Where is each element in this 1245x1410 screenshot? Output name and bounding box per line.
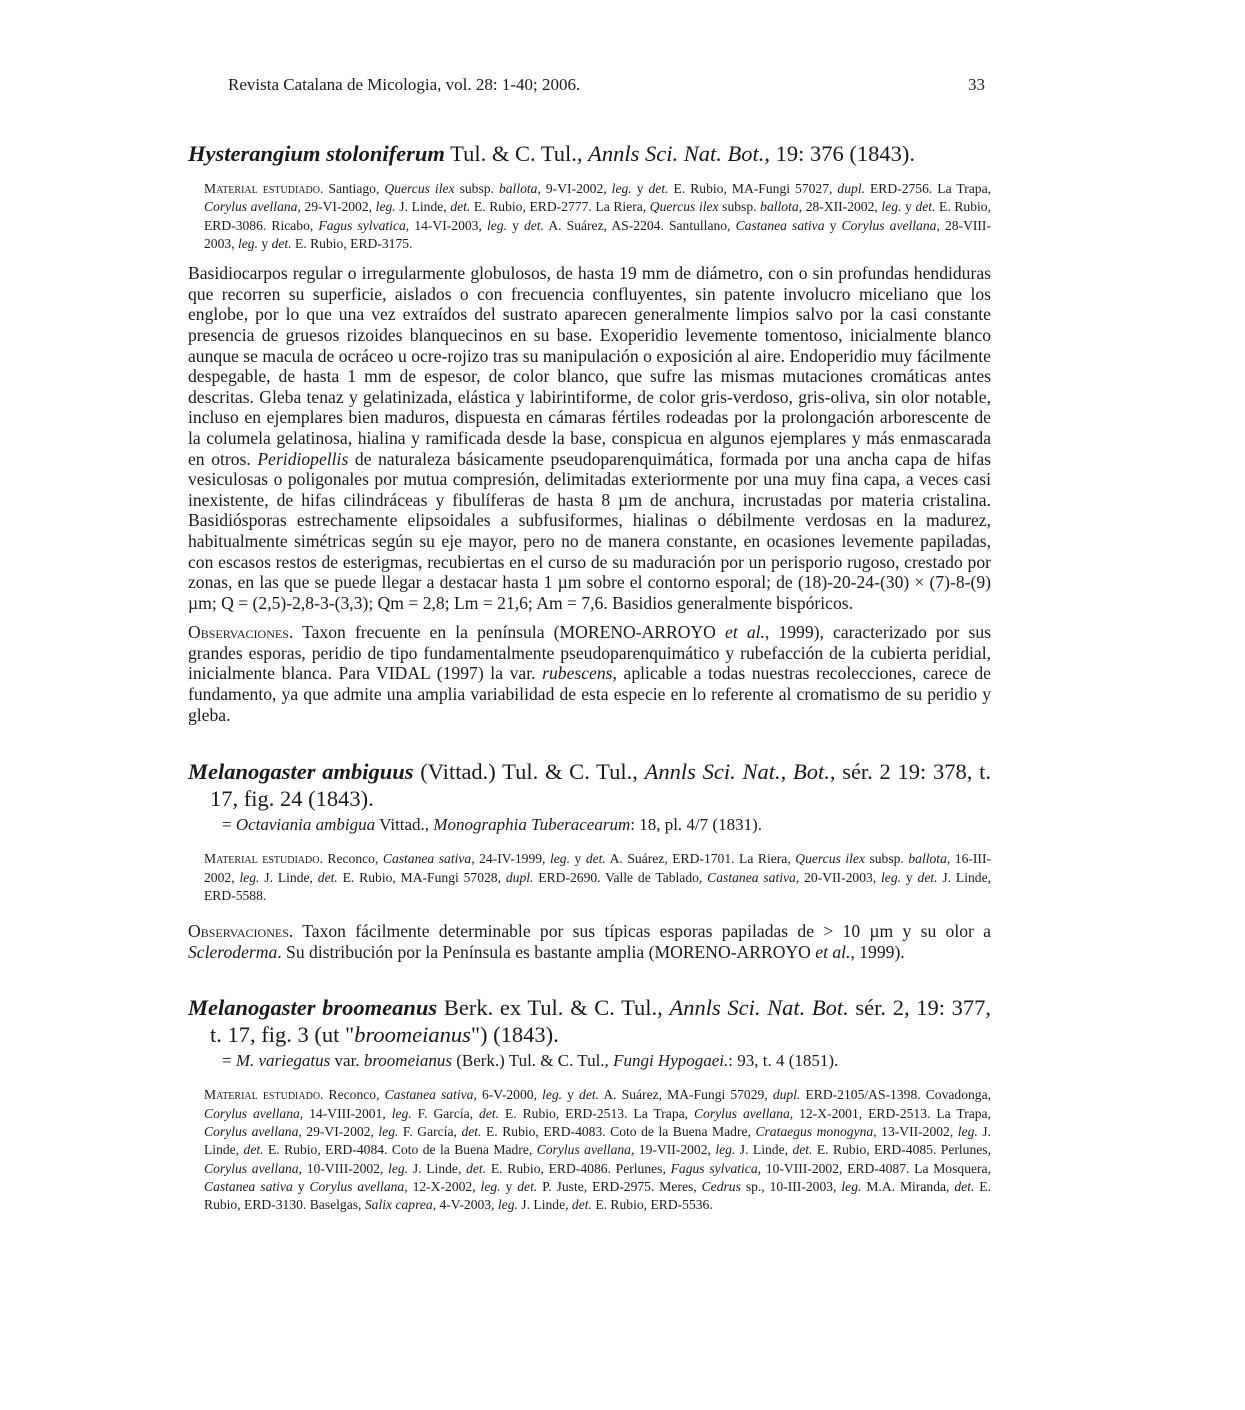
synonym bbox=[222, 814, 991, 836]
species-authority: Tul. & C. Tul., bbox=[450, 141, 583, 166]
species-authority: Berk. ex Tul. & C. Tul., bbox=[443, 995, 663, 1021]
journal-title: Annls Sci. Nat., Bot. bbox=[644, 759, 830, 785]
material-studied bbox=[204, 180, 991, 253]
synonym-text: = Octaviania ambigua Vittad., Monographia Tuberacearum: 18, pl. 4/7 (1831). bbox=[222, 815, 762, 835]
observations-label: Observaciones. bbox=[188, 622, 294, 643]
journal-title: Annls Sci. Nat. Bot. bbox=[669, 995, 849, 1021]
page-number: 33 bbox=[968, 75, 985, 94]
synonym bbox=[222, 1050, 991, 1072]
species-name: Melanogaster broomeanus bbox=[188, 995, 438, 1021]
species-heading bbox=[188, 994, 991, 1048]
journal-title: Annls Sci. Nat. Bot. bbox=[588, 141, 765, 166]
species-citation: , sér. 2 19: 378, t. 17, fig. 24 (1843). bbox=[210, 759, 992, 812]
species-name: Hysterangium stoloniferum bbox=[188, 141, 445, 166]
running-head bbox=[228, 75, 985, 95]
journal-reference: Revista Catalana de Micologia, vol. 28: 1-40; 2006. bbox=[228, 75, 581, 94]
observations-label: Observaciones. bbox=[188, 921, 294, 942]
species-description bbox=[188, 263, 991, 613]
material-text: Reconco, Castanea sativa, 24-IV-1999, leg. y det. A. Suárez, ERD-1701. La Riera, Quercus ilex subsp. ballota, 16-III-2002, leg. J. Linde, det. E. Rubio, MA-Fungi 57028, dupl. ERD-2690. Valle de Tablado, Castanea sativa, 20-VII-2003, leg. y det. J. Linde, ERD-5588. bbox=[204, 851, 992, 903]
description-text: Basidiocarpos regular o irregularmente globulosos, de hasta 19 mm de diámetro, con o sin profundas hendiduras que recorren su superficie, aislados o con frecuencia confluyentes, sin patente involucro miceliano que los englobe, por lo que una vez extraídos del sustrato aparecen generalmente limpios salvo por la casi constante presencia de gruesos rizoides blanquecinos en su base. Exoperidio levemente tomentoso, inicialmente blanco aunque se macula de ocráceo u ocre-rojizo tras su manipulación o exposición al aire. Endoperidio muy fácilmente despegable, de hasta 1 mm de espesor, de color blanco, que sufre las mismas mutaciones cromáticas antes descritas. Gleba tenaz y gelatinizada, elástica y labirintiforme, de color gris-verdoso, gris-oliva, sin olor notable, incluso en ejemplares bien maduros, dispuesta en cámaras fértiles rodeadas por la prolongación arborescente de la columela gelatinosa, hialina y ramificada desde la base, conspicua en algunos ejemplares y más enmascarada en otros. Peridiopellis de naturaleza básicamente pseudoparenquimática, formada por una ancha capa de hifas vesiculosas o poligonales por mutua compresión, delimitadas exteriormente por una muy fina capa, a veces casi inexistente, de hifas cilindráceas y fibulíferas de hasta 8 µm de anchura, incrustadas por materia cristalina. Basidiósporas estrechamente elipsoidales a subfusiformes, hialinas o débilmente verdosas en la madurez, habitualmente simétricas según su eje mayor, pero no de manera constante, en ocasiones levemente papiladas, con escasos restos de esterigmas, recubiertas en el curso de su maduración por un perisporio rugoso, crestado por zonas, en las que se puede llegar a destacar hasta 1 µm sobre el contorno esporal; de (18)-20-24-(30) × (7)-8-(9) µm; Q = (2,5)-2,8-3-(3,3); Qm = 2,8; Lm = 21,6; Am = 7,6. Basidios generalmente bispóricos. bbox=[188, 263, 991, 613]
species-name: Melanogaster ambiguus bbox=[188, 759, 414, 785]
species-citation: , 19: 376 (1843). bbox=[764, 141, 916, 166]
material-label: Material estudiado. bbox=[204, 1087, 324, 1103]
observations bbox=[188, 921, 991, 962]
observations-text: Taxon fácilmente determinable por sus típicas esporas papiladas de > 10 µm y su olor a Scleroderma. Su distribución por la Península es bastante amplia (MORENO-ARROYO et al., 1999). bbox=[188, 921, 991, 962]
material-label: Material estudiado. bbox=[204, 181, 324, 196]
material-text: Reconco, Castanea sativa, 6-V-2000, leg. y det. A. Suárez, MA-Fungi 57029, dupl. ERD-2105/AS-1398. Covadonga, Corylus avellana, 14-VIII-2001, leg. F. García, det. E. Rubio, ERD-2513. La Trapa, Corylus avellana, 12-X-2001, ERD-2513. La Trapa, Corylus avellana, 29-VI-2002, leg. F. García, det. E. Rubio, ERD-4083. Coto de la Buena Madre, Crataegus monogyna, 13-VII-2002, leg. J. Linde, det. E. Rubio, ERD-4084. Coto de la Buena Madre, Corylus avellana, 19-VII-2002, leg. J. Linde, det. E. Rubio, ERD-4085. Perlunes, Corylus avellana, 10-VIII-2002, leg. J. Linde, det. E. Rubio, ERD-4086. Perlunes, Fagus sylvatica, 10-VIII-2002, ERD-4087. La Mosquera, Castanea sativa y Corylus avellana, 12-X-2002, leg. y det. P. Juste, ERD-2975. Meres, Cedrus sp., 10-III-2003, leg. M.A. Miranda, det. E. Rubio, ERD-3130. Baselgas, Salix caprea, 4-V-2003, leg. J. Linde, det. E. Rubio, ERD-5536. bbox=[204, 1087, 992, 1213]
observations bbox=[188, 622, 991, 725]
material-text: Santiago, Quercus ilex subsp. ballota, 9-VI-2002, leg. y det. E. Rubio, MA-Fungi 57027, dupl. ERD-2756. La Trapa, Corylus avellana, 29-VI-2002, leg. J. Linde, det. E. Rubio, ERD-2777. La Riera, Quercus ilex subsp. ballota, 28-XII-2002, leg. y det. E. Rubio, ERD-3086. Ricabo, Fagus sylvatica, 14-VI-2003, leg. y det. A. Suárez, AS-2204. Santullano, Castanea sativa y Corylus avellana, 28-VIII-2003, leg. y det. E. Rubio, ERD-3175. bbox=[204, 181, 992, 251]
main-content bbox=[188, 140, 991, 1214]
material-studied bbox=[204, 1086, 991, 1214]
species-citation: sér. 2, 19: 377, t. 17, fig. 3 (ut "broomeianus") (1843). bbox=[210, 995, 992, 1048]
species-heading bbox=[188, 758, 991, 812]
material-label: Material estudiado. bbox=[204, 851, 323, 867]
observations-text: Taxon frecuente en la península (MORENO-ARROYO et al., 1999), caracterizado por sus grandes esporas, peridio de tipo fundamentalmente pseudoparenquimático y rubefacción de la cubierta peridial, inicialmente blanca. Para VIDAL (1997) la var. rubescens, aplicable a todas nuestras recolecciones, carece de fundamento, ya que admite una amplia variabilidad de esta especie en lo referente al cromatismo de su peridio y gleba. bbox=[188, 622, 991, 725]
synonym-text: = M. variegatus var. broomeianus (Berk.) Tul. & C. Tul., Fungi Hypogaei.: 93, t. 4 (1851). bbox=[222, 1051, 839, 1071]
material-studied bbox=[204, 850, 991, 905]
species-heading bbox=[188, 140, 991, 167]
species-authority: (Vittad.) Tul. & C. Tul., bbox=[420, 759, 638, 785]
